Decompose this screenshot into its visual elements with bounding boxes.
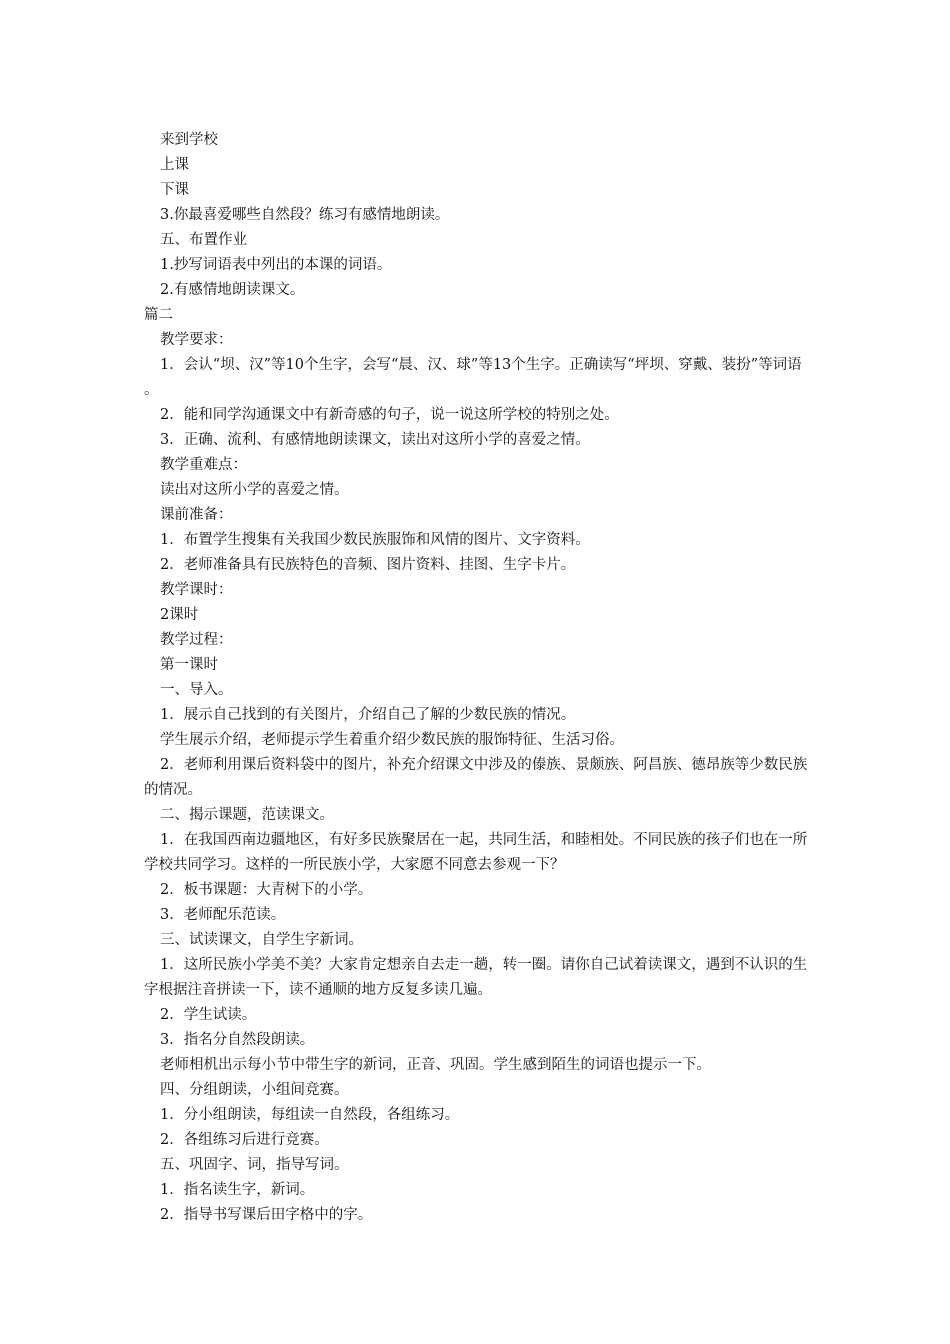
text-line: 下课	[160, 182, 189, 198]
text-line: 2．老师准备具有民族特色的音频、图片资料、挂图、生字卡片。	[160, 557, 576, 573]
text-line: 教学课时：	[160, 582, 233, 598]
text-line: 1．布置学生搜集有关我国少数民族服饰和风情的图片、文字资料。	[160, 532, 590, 548]
text-line: 3．老师配乐范读。	[160, 907, 286, 923]
text-line: 1．展示自己找到的有关图片，介绍自己了解的少数民族的情况。	[160, 707, 576, 723]
text-line: 2．学生试读。	[160, 1007, 257, 1023]
text-line: 学生展示介绍，老师提示学生着重介绍少数民族的服饰特征、生活习俗。	[160, 732, 624, 748]
text-line: 2．板书课题：大青树下的小学。	[160, 882, 373, 898]
text-line: 1．分小组朗读，每组读一自然段，各组练习。	[160, 1107, 460, 1123]
text-line: 课前准备：	[160, 507, 233, 523]
text-line: 3．指名分自然段朗读。	[160, 1032, 315, 1048]
text-line: 1．这所民族小学美不美？大家肯定想亲自去走一趟，转一圈。请你自己试着读课文，遇到不认识的生字根据注音拼读一下，读不通顺的地方反复多读几遍。	[144, 957, 808, 998]
text-line: 2．各组练习后进行竞赛。	[160, 1132, 329, 1148]
text-line: 教学要求：	[160, 332, 233, 348]
text-line: 二、揭示课题，范读课文。	[160, 807, 334, 823]
text-line: 3.你最喜爱哪些自然段？练习有感情地朗读。	[160, 207, 450, 223]
text-line: 五、巩固字、词，指导写词。	[160, 1157, 349, 1173]
text-line: 第一课时	[160, 657, 218, 673]
text-line: 1.抄写词语表中列出的本课的词语。	[160, 257, 392, 273]
text-line: 1．会认“坝、汉”等10个生字，会写“晨、汉、球”等13个生字。正确读写“坪坝、穿戴、装扮”等词语。	[144, 357, 802, 398]
text-line: 2．老师利用课后资料袋中的图片，补充介绍课文中涉及的傣族、景颇族、阿昌族、德昂族等少数民族的情况。	[144, 757, 808, 798]
text-line: 教学重难点：	[160, 457, 247, 473]
text-line: 3．正确、流利、有感情地朗读课文，读出对这所小学的喜爱之情。	[160, 432, 590, 448]
document-body	[144, 128, 816, 1228]
text-line: 上课	[160, 157, 189, 173]
text-line: 教学过程：	[160, 632, 233, 648]
text-line: 四、分组朗读，小组间竞赛。	[160, 1082, 349, 1098]
text-line: 三、试读课文，自学生字新词。	[160, 932, 363, 948]
text-line: 五、布置作业	[160, 232, 247, 248]
text-line: 2．能和同学沟通课文中有新奇感的句子，说一说这所学校的特别之处。	[160, 407, 619, 423]
text-line: 1．在我国西南边疆地区，有好多民族聚居在一起，共同生活，和睦相处。不同民族的孩子们也在一所学校共同学习。这样的一所民族小学，大家愿不同意去参观一下？	[144, 832, 808, 873]
text-line: 2课时	[160, 607, 199, 623]
text-line: 1．指名读生字，新词。	[160, 1182, 315, 1198]
text-line: 一、导入。	[160, 682, 233, 698]
text-line: 读出对这所小学的喜爱之情。	[160, 482, 349, 498]
text-line: 来到学校	[160, 132, 218, 148]
text-line: 2.有感情地朗读课文。	[160, 282, 305, 298]
text-line: 篇二	[144, 307, 173, 323]
text-line: 2．指导书写课后田字格中的字。	[160, 1207, 373, 1223]
text-line: 老师相机出示每小节中带生字的新词，正音、巩固。学生感到陌生的词语也提示一下。	[160, 1057, 711, 1073]
